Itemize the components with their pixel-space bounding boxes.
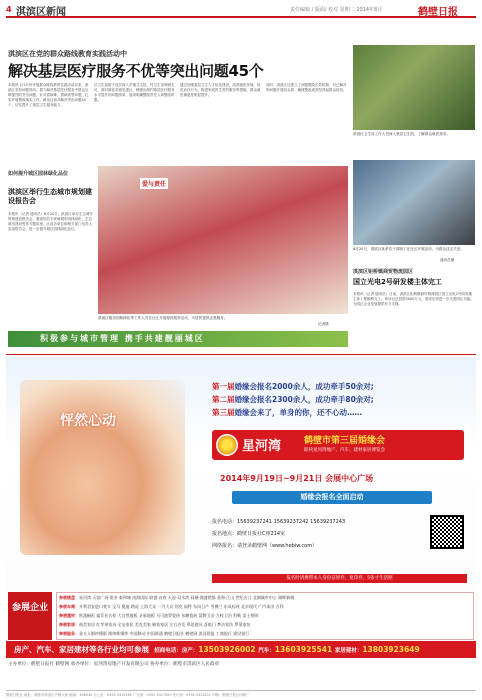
- right-story-body: 本报讯（记者 通讯员）日前，淇滨区钜桥镇商贸物流园区国立光电2号研发楼主体工程顺利完工。该项目总投资5000万元，建成后将进一步完善园区功能，为园区企业发展提供有力支撑。: [353, 292, 474, 306]
- ad-line-2: 第二届婚缘会报名2300余人，成功牵手80余对;: [212, 395, 374, 404]
- lead-body-col-1: 本报讯 自1月份开展群众路线教育实践活动以来，淇滨区坚持问题导向，着力解决基层医疗服务中群众反映强烈的突出问题，针对看病难、看病贵等问题，扎实开展整改落实工作，截至目前共解决突出问题45个，切实提升了基层卫生服务能力。: [8, 83, 89, 107]
- logo-brand: 星河湾: [242, 439, 282, 454]
- ad-note: 报名时请携带本人身份证原件，复印件，5张寸生活照: [212, 574, 467, 583]
- left-story-title: 淇滨区举行生态城市规划建设报告会: [8, 188, 92, 205]
- event-logo: [212, 430, 464, 460]
- right-photo-caption: 8月20日，淇滨区某单位干部职工在社区开展活动，为群众送去关爱。: [353, 247, 465, 251]
- left-story-body: 本报讯（记者 通讯员）8月20日，淇滨区举办生态城市规划建设报告会，邀请知名专家就城市园林绿化、生态城市建设等作专题讲座，区直各单位和相关部门负责人参加报告会，进一步提升城区园林绿化品位。: [8, 212, 93, 231]
- lead-body-col-2: 区卫生局班子成员深入乡镇卫生院、村卫生室调研走访，面对面征求意见建议，梳理出制约基层医疗服务水平提升的问题清单，逐项明确整改责任人和整改时限。: [94, 83, 175, 102]
- contact-bar-text: 房产、汽车、家居建材等各行业均可参展 招商电话：房产：13503926002 汽车：13603925541 家居建材：13803923649: [14, 645, 420, 654]
- right-story-title: 国立光电2号研发楼主体完工: [353, 278, 442, 286]
- center-photo-sign: 爱与责任: [140, 178, 168, 189]
- sponsor-label: 参展企业: [8, 592, 52, 640]
- sponsor-row: 参展车商：开利君安进口豪车 宝马 奥迪 路虎 上海大众 一汽大众 别克 福特 东风日产 雪佛兰 东风标致 北京现代 广汽本田 吉利: [59, 604, 284, 609]
- lead-photo-caption: 淇滨区卫生局工作人员深入基层卫生院，了解群众就医需求。: [353, 132, 451, 136]
- right-photo-credit: 通讯员摄: [440, 258, 455, 262]
- right-story-kicker: 淇滨区钜桥镇商贸物流园区: [353, 269, 414, 275]
- ad-address: 报名地点：鹤壁日报社C座214室: [212, 531, 286, 537]
- slogan-banner-text: 积极参与城市管理 携手共建靓丽城区: [40, 334, 205, 343]
- lead-kicker: 淇滨区在党的群众路线教育实践活动中: [8, 50, 127, 58]
- center-photo-caption: 淇滨区服务园林绿化等工作人员在社区开展便民服务活动，为居民提供志愿服务。: [98, 316, 228, 320]
- lead-headline: 解决基层医疗服务不优等突出问题45个: [8, 62, 264, 80]
- center-photo-credit: 记者摄: [318, 322, 329, 326]
- hands-photo: [20, 380, 185, 555]
- lead-photo: [353, 45, 475, 130]
- masthead-bar: [6, 4, 476, 18]
- left-story-kicker: 如何提升城区园林绿化品位: [8, 171, 69, 177]
- ad-line-3: 第三届婚缘会来了，单身的你，还不心动……: [212, 408, 362, 417]
- sponsor-row: 参展家居：曲美家居 红苹果家具 全友家私 美克美家 顾家家居 左右沙发 慕思寝具 喜临门 梦洁家纺 罗莱家纺: [59, 622, 251, 627]
- sponsor-row: 参展建材：欧派橱柜 索菲亚衣柜 大自然地板 圣象地板 马可波罗瓷砖 东鹏瓷砖 箭牌卫浴 九牧卫浴 科勒 雷士照明: [59, 613, 259, 618]
- ad-heart-text: 怦然心动: [60, 413, 116, 429]
- flower-icon: [216, 434, 238, 456]
- section-name: 淇滨区新闻: [16, 7, 66, 18]
- right-photo: [353, 160, 475, 245]
- section-divider: [6, 354, 476, 355]
- lead-body-col-3: 通过加强基层卫生人才队伍建设、改善就医环境、规范诊疗行为、推进家庭医生签约服务等措施，群众就医满意度明显提升。: [180, 83, 261, 97]
- ad-website: 网络报名：请登录鹤壁网（www.hebiw.com）: [212, 543, 318, 549]
- qr-code-icon: [430, 515, 464, 549]
- page-meta: 责任编辑 / 版面/ 校对 星期二 2014年8月: [290, 7, 383, 13]
- newspaper-logo: 鹤壁日报: [418, 7, 458, 18]
- ad-slogan: 婚缘会报名全面启动: [232, 491, 432, 504]
- sponsor-row: 参展服务：金夫人婚纱摄影 维纳斯婚纱 中国移动 中国联通 鹤壁日报社 鹤壁网 淇河晨报 工商银行 建设银行: [59, 631, 250, 636]
- page-number: 4: [6, 5, 12, 14]
- center-photo: [98, 166, 348, 314]
- ad-line-1: 第一届婚缘会报名2000余人，成功牵手50余对;: [212, 382, 374, 391]
- page-footer: 鹤壁日报社 地址：鹤壁市淇滨区兴鹤大街 邮编：458030 办公室：0392-3312365 广告部：0392-3317000 发行部：0392-3328222 印刷：鹤壁日报社印刷厂: [6, 690, 476, 697]
- logo-event-title: 鹤壁市第三届婚缘会: [304, 436, 386, 446]
- lead-body-col-4: 同时，淇滨区还建立了问题整改长效机制，对已解决的问题开展回头看，确保整改成效经得起群众检验。: [266, 83, 347, 92]
- logo-event-sub: 联袂星河湾地产、汽车、建材家居博览会: [304, 448, 385, 453]
- organizers-line: 主办单位：鹤壁日报社 鹤壁网 承办单位：星河湾房地产开发有限公司 协办单位：鹤壁市淇滨区人民政府: [8, 662, 220, 667]
- sponsor-list: [56, 592, 474, 640]
- ad-phone: 报名电话：15639237241 15639237242 15639237243: [212, 519, 346, 525]
- sponsor-row: 参展楼盘：星河湾 天富广场 建业·泰和城 南海国际 联盛·首府 天池·双水湾 同城·鼎盛铭都 嘉和·江山 世纪名门 北湖城市中心 湖畔新城: [59, 595, 295, 600]
- ad-date: 2014年9月19日~9月21日 会展中心广场: [220, 474, 374, 483]
